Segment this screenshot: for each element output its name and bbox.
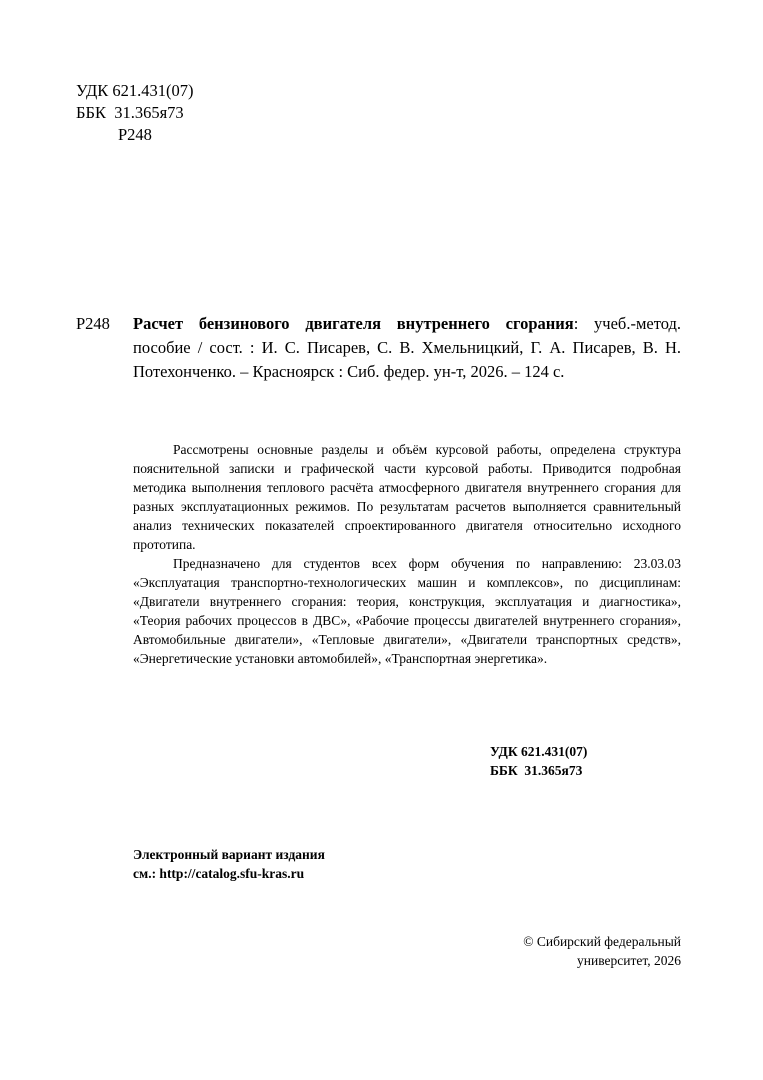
electronic-version: [133, 845, 325, 883]
copyright-line-2: университет, 2026: [577, 953, 681, 968]
bottom-udk: УДК 621.431(07): [490, 744, 588, 759]
bibliographic-details: : учеб.-метод. пособие / сост. : И. С. Писарев, С. В. Хмельницкий, Г. А. Писарев, В. Н. Потехонченко. – Красноярск : Сиб. федер. ун-т, 2026. – 124 с.: [133, 314, 681, 381]
abstract-paragraph-1: Рассмотрены основные разделы и объём курсовой работы, определена структура пояснительной записки и графической части курсовой работы. Приводится подробная методика выполнения теплового расчёта атмосферного двигателя внутреннего сгорания для разных эксплуатационных режимов. По результатам расчетов выполняется сравнительный анализ технических показателей спроектированного двигателя относительно исходного прототипа.: [133, 442, 681, 552]
bibliographic-code: Р248: [76, 314, 110, 333]
bibliographic-description: [133, 312, 681, 384]
abstract-paragraph-2: Предназначено для студентов всех форм обучения по направлению: 23.03.03 «Эксплуатация транспортно-технологических машин и комплексов», по дисциплинам: «Двигатели внутреннего сгорания: теория, конструкция, эксплуатация и диагностика», «Теория рабочих процессов в ДВС», «Рабочие процессы двигателей внутреннего сгорания», Автомобильные двигатели», «Тепловые двигатели», «Двигатели транспортных средств», «Энергетические установки автомобилей», «Транспортная энергетика».: [133, 556, 681, 666]
electronic-catalog-link[interactable]: см.: http://catalog.sfu-kras.ru: [133, 866, 305, 881]
bottom-bbk: ББК 31.365я73: [490, 763, 583, 778]
header-author-code: Р248: [118, 125, 152, 144]
book-title: Расчет бензинового двигателя внутреннего сгорания: [133, 314, 574, 333]
electronic-line-1: Электронный вариант издания: [133, 847, 325, 862]
bottom-codes: [490, 742, 587, 780]
header-bbk: ББК 31.365я73: [76, 103, 184, 122]
copyright-line-1: © Сибирский федеральный: [523, 934, 681, 949]
abstract: [133, 440, 681, 668]
header-udk: УДК 621.431(07): [76, 81, 194, 100]
copyright: [470, 932, 681, 970]
